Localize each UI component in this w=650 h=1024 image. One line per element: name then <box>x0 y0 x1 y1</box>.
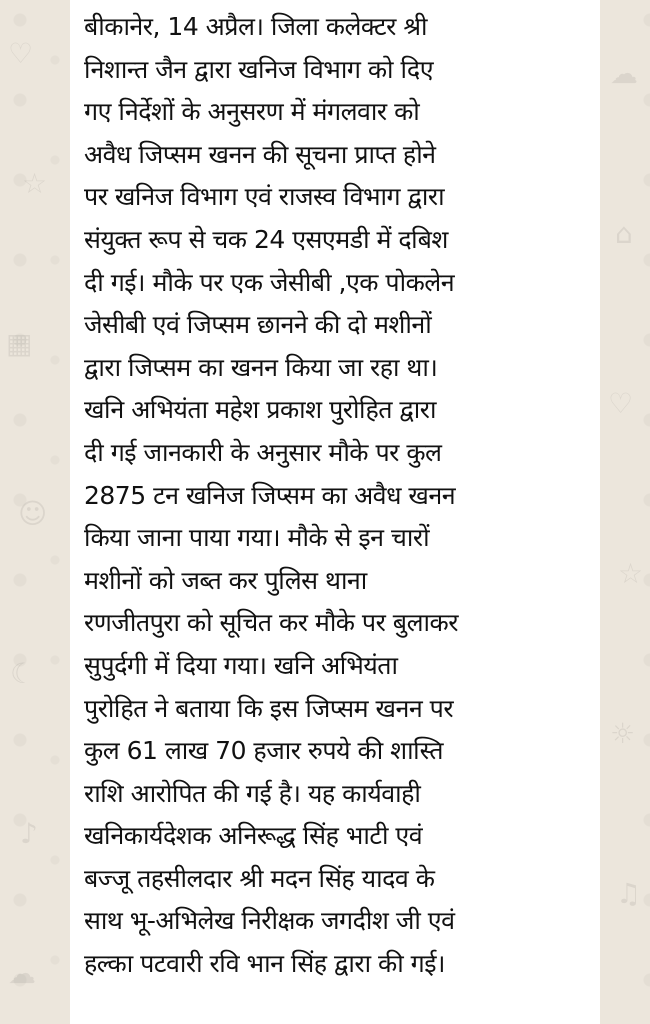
message-line: खनि अभियंता महेश प्रकाश पुरोहित द्वारा <box>84 395 436 425</box>
message-line: जेसीबी एवं जिप्सम छानने की दो मशीनों <box>84 310 432 340</box>
message-line: साथ भू-अभिलेख निरीक्षक जगदीश जी एवं <box>84 906 455 936</box>
doodle-heart-icon: ♡ <box>608 387 634 420</box>
message-line: राशि आरोपित की गई है। यह कार्यवाही <box>84 778 421 808</box>
message-line: दी गई। मौके पर एक जेसीबी ,एक पोकलेन <box>84 267 455 297</box>
message-line: हल्का पटवारी रवि भान सिंह द्वारा की गई। <box>84 949 445 979</box>
doodle-star-icon: ☆ <box>618 557 644 590</box>
doodle-music-icon: ♫ <box>616 877 642 910</box>
doodle-smile-icon: ☺ <box>18 497 48 530</box>
message-line: पर खनिज विभाग एवं राजस्व विभाग द्वारा <box>84 182 445 212</box>
message-line: सुपुर्दगी में दिया गया। खनि अभियंता <box>84 650 398 680</box>
message-line: अवैध जिप्सम खनन की सूचना प्राप्त होने <box>84 139 436 169</box>
message-bubble[interactable] <box>70 0 600 1024</box>
message-line: रणजीतपुरा को सूचित कर मौके पर बुलाकर <box>84 608 458 638</box>
doodle-cloud-icon: ☁ <box>610 57 638 90</box>
message-line: बज्जू तहसीलदार श्री मदन सिंह यादव के <box>84 863 435 893</box>
message-line: 2875 टन खनिज जिप्सम का अवैध खनन <box>84 480 456 510</box>
doodle-house-icon: ⌂ <box>615 217 633 250</box>
message-line: द्वारा जिप्सम का खनन किया जा रहा था। <box>84 352 438 382</box>
doodle-heart-icon: ♡ <box>8 37 34 70</box>
message-line: किया जाना पाया गया। मौके से इन चारों <box>84 523 430 553</box>
message-line: खनिकार्यदेशक अनिरूद्ध सिंह भाटी एवं <box>84 821 423 851</box>
message-line: मशीनों को जब्त कर पुलिस थाना <box>84 565 367 595</box>
message-line: बीकानेर, 14 अप्रैल। जिला कलेक्टर श्री <box>84 12 427 41</box>
message-line: गए निर्देशों के अनुसरण में मंगलवार को <box>84 97 420 127</box>
message-line: पुरोहित ने बताया कि इस जिप्सम खनन पर <box>84 693 454 723</box>
message-line: कुल 61 लाख 70 हजार रुपये की शास्ति <box>84 736 444 766</box>
doodle-star-icon: ☆ <box>22 167 48 200</box>
message-line: संयुक्त रूप से चक 24 एसएमडी में दबिश <box>84 224 448 254</box>
message-line: दी गई जानकारी के अनुसार मौके पर कुल <box>84 437 442 467</box>
doodle-moon-icon: ☾ <box>10 657 36 690</box>
doodle-calendar-icon: ▦ <box>6 327 33 360</box>
message-text <box>84 6 594 986</box>
doodle-cloud-icon: ☁ <box>8 957 36 990</box>
doodle-music-icon: ♪ <box>20 817 38 850</box>
doodle-sun-icon: ☼ <box>610 717 636 750</box>
message-line: निशान्त जैन द्वारा खनिज विभाग को दिए <box>84 54 434 84</box>
